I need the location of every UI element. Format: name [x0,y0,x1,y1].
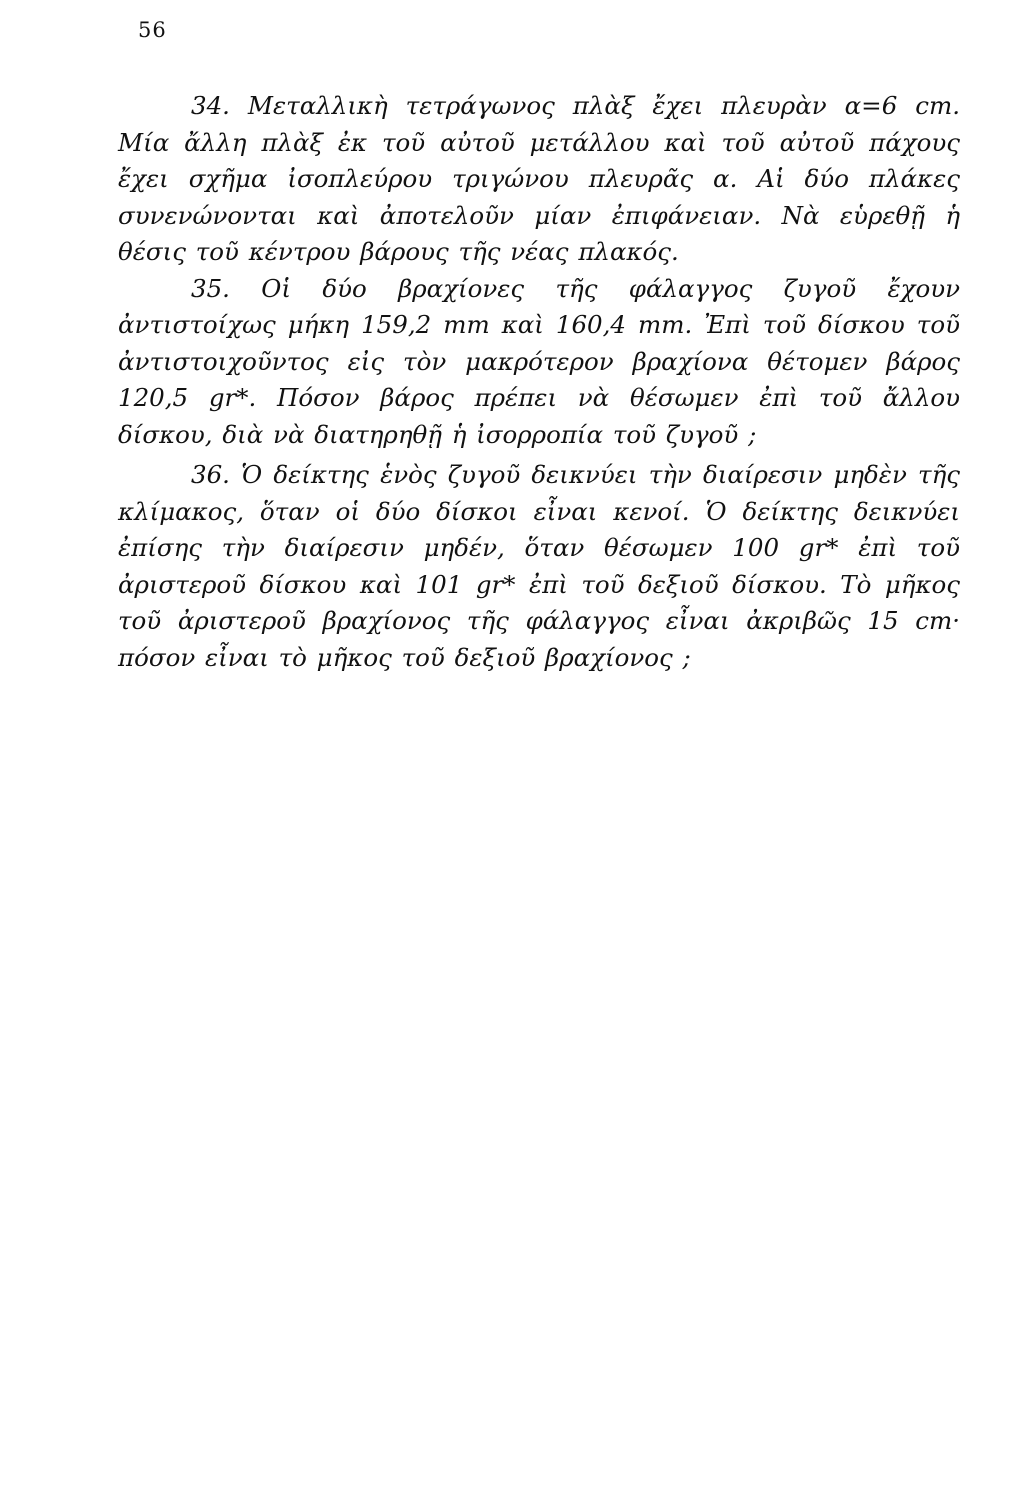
problem-36: 36. Ὁ δείκτης ἑνὸς ζυγοῦ δεικνύει τὴν διαίρεσιν μηδὲν τῆς κλίμακος, ὅταν οἱ δύο δίσκοι εἶναι κενοί. Ὁ δείκτης δεικνύει ἐπίσης τὴν διαίρεσιν μηδέν, ὅταν θέσωμεν 100 gr* ἐπὶ τοῦ ἀριστεροῦ δίσκου καὶ 101 gr* ἐπὶ τοῦ δεξιοῦ δίσκου. Τὸ μῆκος τοῦ ἀριστεροῦ βραχίονος τῆς φάλαγγος εἶναι ἀκριβῶς 15 cm· πόσον εἶναι τὸ μῆκος τοῦ δεξιοῦ βραχίονος ; [118,460,960,672]
problems-text [118,88,960,676]
problem-34: 34. Μεταλλικὴ τετράγωνος πλὰξ ἔχει πλευρὰν α=6 cm. Μία ἄλλη πλὰξ ἐκ τοῦ αὐτοῦ μετάλλου καὶ τοῦ αὐτοῦ πάχους ἔχει σχῆμα ἰσοπλεύρου τριγώνου πλευρᾶς α. Αἱ δύο πλάκες συνενώνονται καὶ ἀποτελοῦν μίαν ἐπιφάνειαν. Νὰ εὑρεθῇ ἡ θέσις τοῦ κέντρου βάρους τῆς νέας πλακός. [118,91,960,266]
page-number: 56 [138,18,167,42]
problem-35: 35. Οἱ δύο βραχίονες τῆς φάλαγγος ζυγοῦ ἔχουν ἀντιστοίχως μήκη 159,2 mm καὶ 160,4 mm. Ἐπὶ τοῦ δίσκου τοῦ ἀντιστοιχοῦντος εἰς τὸν μακρότερον βραχίονα θέτομεν βάρος 120,5 gr*. Πόσον βάρος πρέπει νὰ θέσωμεν ἐπὶ τοῦ ἄλλου δίσκου, διὰ νὰ διατηρηθῇ ἡ ἰσορροπία τοῦ ζυγοῦ ; [118,273,960,449]
